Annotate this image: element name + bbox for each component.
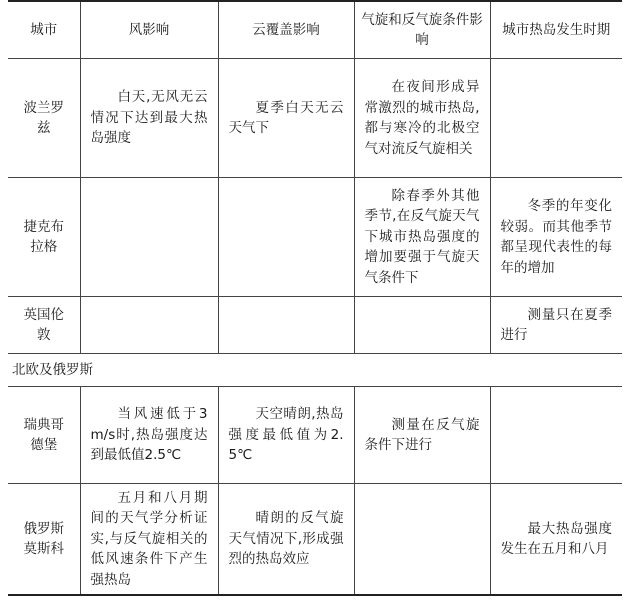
cloud-cell	[218, 178, 354, 297]
table-row	[8, 484, 622, 596]
urban-heat-island-table	[8, 0, 622, 596]
cloud-cell: 夏季白天无云天气下	[218, 59, 354, 178]
wind-cell: 五月和八月期间的天气学分析证实,与反气旋相关的低风速条件下产生强热岛	[80, 484, 218, 596]
header-cloud: 云覆盖影响	[218, 1, 354, 59]
header-cyclone: 气旋和反气旋条件影响	[354, 1, 490, 59]
period-cell: 冬季的年变化较弱。而其他季节都呈现代表性的每年的增加	[490, 178, 622, 297]
cyclone-cell	[354, 484, 490, 596]
city-cell: 瑞典哥德堡	[8, 387, 80, 484]
wind-cell	[80, 178, 218, 297]
city-cell: 英国伦敦	[8, 297, 80, 354]
cloud-cell: 晴朗的反气旋天气情况下,形成强烈的热岛效应	[218, 484, 354, 596]
header-city: 城市	[8, 1, 80, 59]
period-cell	[490, 387, 622, 484]
header-wind: 风影响	[80, 1, 218, 59]
cyclone-cell: 在夜间形成异常激烈的城市热岛,都与寒冷的北极空气对流反气旋相关	[354, 59, 490, 178]
table-row	[8, 297, 622, 354]
table-row	[8, 178, 622, 297]
period-cell: 测量只在夏季进行	[490, 297, 622, 354]
period-cell: 最大热岛强度发生在五月和八月	[490, 484, 622, 596]
city-cell: 波兰罗兹	[8, 59, 80, 178]
header-period: 城市热岛发生时期	[490, 1, 622, 59]
city-cell: 俄罗斯莫斯科	[8, 484, 80, 596]
cyclone-cell: 除春季外其他季节,在反气旋天气下城市热岛强度的增加要强于气旋天气条件下	[354, 178, 490, 297]
cyclone-cell: 测量在反气旋条件下进行	[354, 387, 490, 484]
wind-cell	[80, 297, 218, 354]
region-label: 北欧及俄罗斯	[8, 354, 622, 387]
header-row	[8, 1, 622, 59]
period-cell	[490, 59, 622, 178]
cyclone-cell	[354, 297, 490, 354]
wind-cell: 当风速低于3 m/s时,热岛强度达到最低值2.5℃	[80, 387, 218, 484]
wind-cell: 白天,无风无云情况下达到最大热岛强度	[80, 59, 218, 178]
city-cell: 捷克布拉格	[8, 178, 80, 297]
cloud-cell	[218, 297, 354, 354]
table-row	[8, 59, 622, 178]
region-row	[8, 354, 622, 387]
table-row	[8, 387, 622, 484]
cloud-cell: 天空晴朗,热岛强度最低值为2.5℃	[218, 387, 354, 484]
